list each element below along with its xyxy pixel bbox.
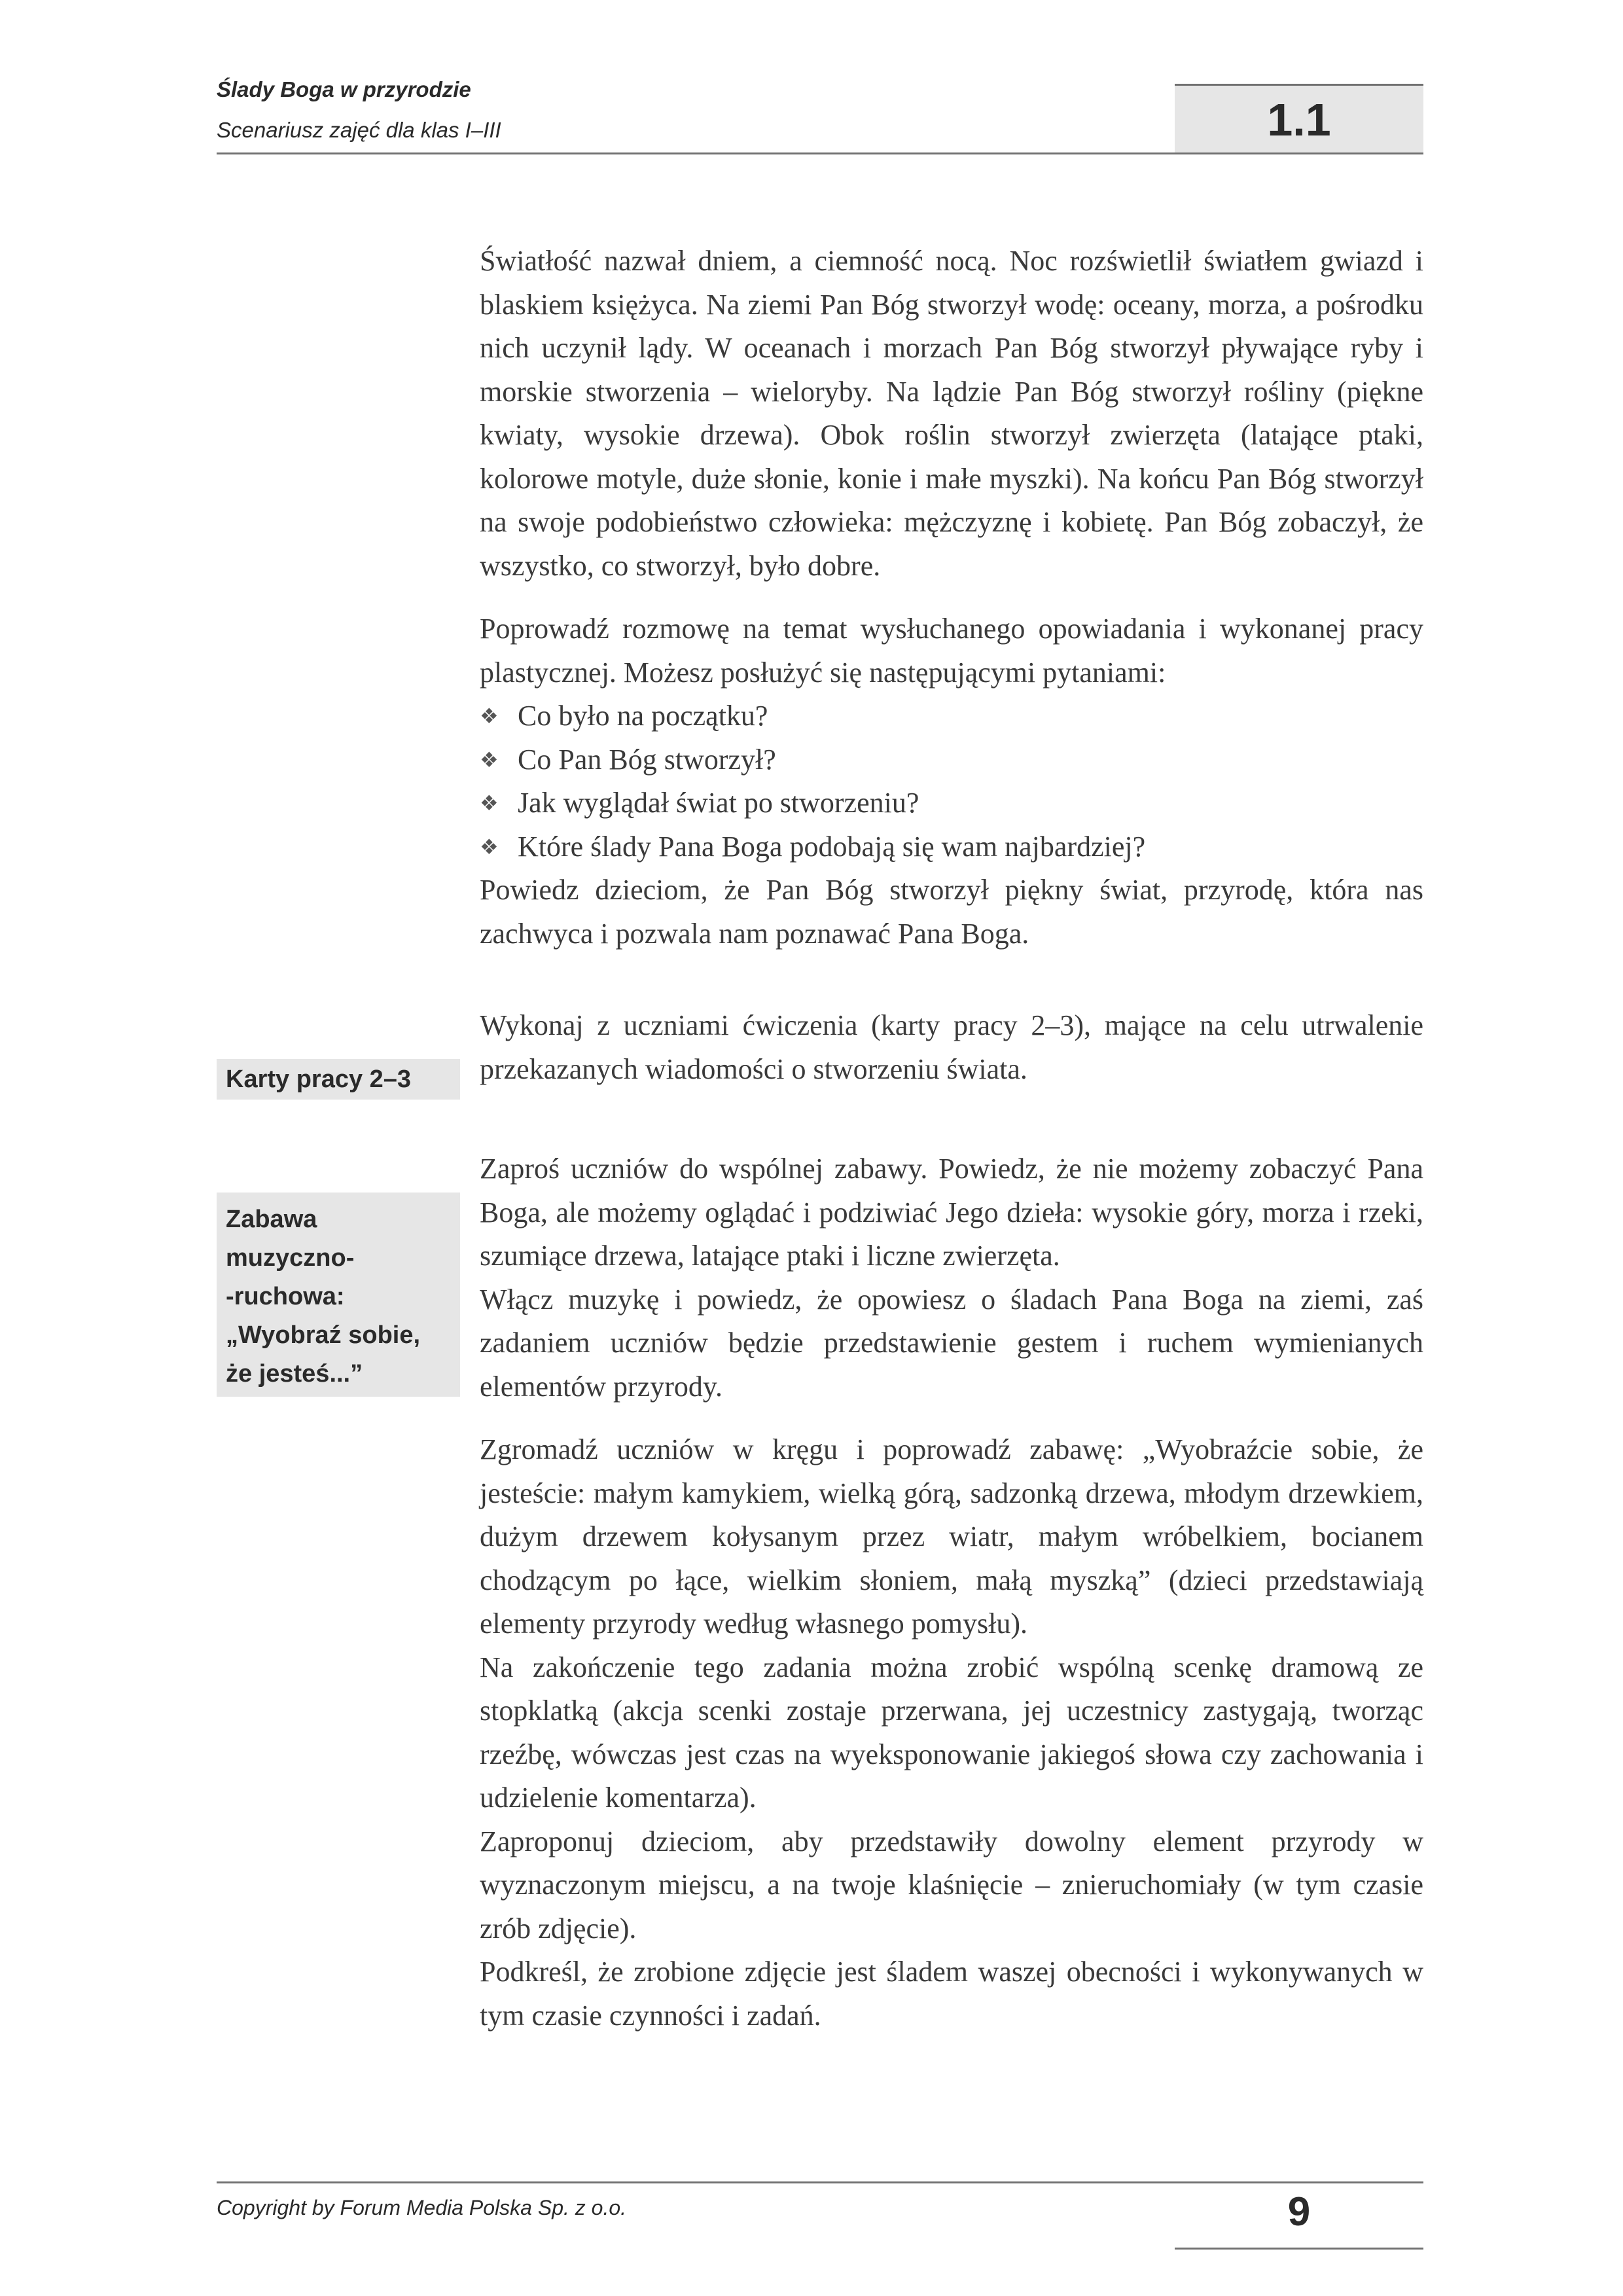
sidebar-label-zabawa: [217, 1193, 460, 1397]
question-text: Co było na początku?: [518, 700, 768, 732]
paragraph: Zgromadź uczniów w kręgu i poprowadź zabawę: „Wyobraźcie sobie, że jesteście: małym kamykiem, wielką górą, sadzonką drzewa, młodym drzewkiem, dużym drzewem kołysanym przez wiatr, małym wróbelkiem, bocianem chodzącym po łące, wielkim słoniem, małą myszką” (dzieci przedstawiają elementy przyrody według własnego pomysłu).: [480, 1433, 1423, 1640]
sidebar-label-line: -ruchowa:: [226, 1283, 345, 1310]
paragraph: Światłość nazwał dniem, a ciemność nocą. Noc rozświetlił światłem gwiazd i blaskiem księżyca. Na ziemi Pan Bóg stworzył wodę: oceany, morza, a pośrodku nich uczynił lądy. W oceanach i morzach Pan Bóg stworzył pływające ryby i morskie stworzenia – wieloryby. Na lądzie Pan Bóg stworzył rośliny (piękne kwiaty, wysokie drzewa). Obok roślin stworzył zwierzęta (latające ptaki, kolorowe motyle, duże słonie, konie i małe myszki). Na końcu Pan Bóg stworzył na swoje podobieństwo człowieka: mężczyznę i kobietę. Pan Bóg zobaczył, że wszystko, co stworzył, było dobre.: [480, 245, 1423, 582]
list-item: [480, 738, 1423, 782]
document-title: Ślady Boga w przyrodzie: [217, 77, 471, 101]
paragraph: Na zakończenie tego zadania można zrobić wspólną scenkę dramową ze stopklatką (akcja scenki zostaje przerwana, jej uczestnicy zastygają, tworząc rzeźbę, wówczas jest czas na wyeksponowanie jakiegoś słowa czy zachowania i udzielenie komentarza).: [480, 1651, 1423, 1814]
question-text: Co Pan Bóg stworzył?: [518, 743, 776, 776]
list-item: [480, 781, 1423, 825]
diamond-bullet-icon: ❖: [480, 704, 499, 728]
page-number-underline: [1175, 2248, 1423, 2250]
page-number: 9: [1287, 2189, 1311, 2234]
list-item: [480, 694, 1423, 738]
list-item: [480, 825, 1423, 869]
diamond-bullet-icon: ❖: [480, 791, 499, 815]
paragraph: Wykonaj z uczniami ćwiczenia (karty pracy 2–3), mające na celu utrwalenie przekazanych wiadomości o stworzeniu świata.: [480, 1009, 1423, 1085]
section-number: 1.1: [1175, 84, 1423, 154]
diamond-bullet-icon: ❖: [480, 834, 499, 859]
main-content: [480, 240, 1423, 2037]
copyright-notice: Copyright by Forum Media Polska Sp. z o.o.: [217, 2196, 627, 2219]
paragraph: Podkreśl, że zrobione zdjęcie jest śladem waszej obecności i wykonywanych w tym czasie czynności i zadań.: [480, 1956, 1423, 2032]
paragraph: Włącz muzykę i powiedz, że opowiesz o śladach Pana Boga na ziemi, zaś zadaniem uczniów będzie przedstawienie gestem i ruchem wymienianych elementów przyrody.: [480, 1283, 1423, 1403]
header-divider: [217, 152, 1423, 154]
sidebar-label-karty: Karty pracy 2–3: [217, 1059, 460, 1100]
question-text: Jak wyglądał świat po stworzeniu?: [518, 787, 919, 819]
paragraph: Poprowadź rozmowę na temat wysłuchanego opowiadania i wykonanej pracy plastycznej. Możesz posłużyć się następującymi pytaniami:: [480, 613, 1423, 689]
paragraph: Zaproponuj dzieciom, aby przedstawiły dowolny element przyrody w wyznaczonym miejscu, a na twoje klaśnięcie – znieruchomiały (w tym czasie zrób zdjęcie).: [480, 1825, 1423, 1945]
question-list: [480, 694, 1423, 869]
sidebar-label-line: Zabawa: [226, 1206, 317, 1233]
paragraph: Powiedz dzieciom, że Pan Bóg stworzył piękny świat, przyrodę, która nas zachwyca i pozwala nam poznawać Pana Boga.: [480, 874, 1423, 950]
sidebar-label-line: że jesteś...”: [226, 1360, 363, 1388]
sidebar-label-line: muzyczno-: [226, 1244, 355, 1272]
sidebar-label-line: „Wyobraź sobie,: [226, 1321, 421, 1349]
diamond-bullet-icon: ❖: [480, 747, 499, 772]
question-text: Które ślady Pana Boga podobają się wam najbardziej?: [518, 830, 1146, 863]
document-subtitle: Scenariusz zajęć dla klas I–III: [217, 118, 501, 142]
paragraph: Zaproś uczniów do wspólnej zabawy. Powiedz, że nie możemy zobaczyć Pana Boga, ale możemy oglądać i podziwiać Jego dzieła: wysokie góry, morza i rzeki, szumiące drzewa, latające ptaki i liczne zwierzęta.: [480, 1153, 1423, 1272]
